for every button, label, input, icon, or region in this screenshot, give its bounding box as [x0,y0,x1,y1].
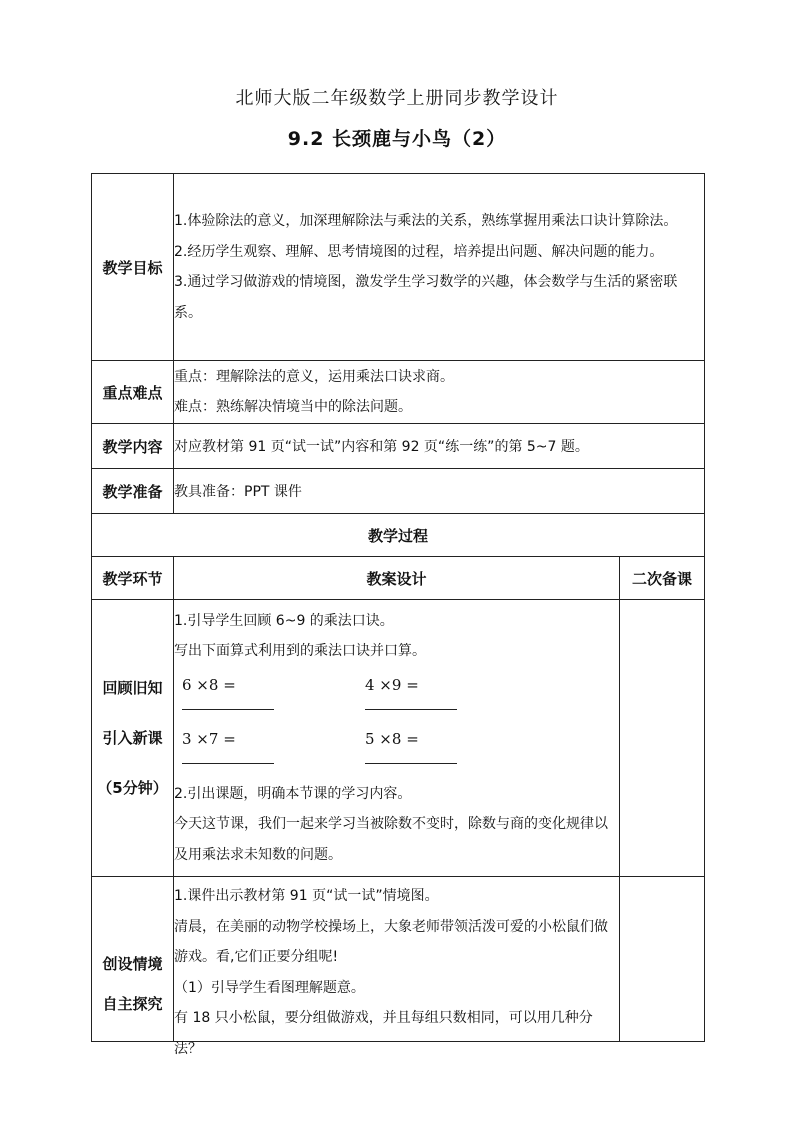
header-stage: 教学环节 [92,557,174,600]
exercise-item [182,723,365,777]
document-series-title: 北师大版二年级数学上册同步教学设计 [235,88,559,109]
stage-explore-label [92,877,174,1042]
stage-review-intro-2: 写出下面算式利用到的乘法口诀并口算。 [174,643,426,660]
key-point-difficulty: 难点：熟练解决情境当中的除法问题。 [174,399,412,415]
teaching-content-text: 对应教材第 91 页“试一试”内容和第 92 页“练一练”的第 5~7 题。 [174,424,705,469]
stage-explore-paragraph-3: （1）引导学生看图理解题意。 [174,979,365,996]
teaching-content-label: 教学内容 [92,424,174,469]
teaching-content-row [92,424,705,469]
process-title-row [92,514,705,557]
stage-review-label [92,600,174,877]
process-title: 教学过程 [92,514,705,557]
answer-blank [182,709,274,710]
stage-explore-notes [620,877,705,1042]
stage-review-label-line-2: 引入新课 [102,729,163,747]
objectives-content [174,174,705,361]
exercise-expression: 4 ×9 = [365,675,419,694]
answer-blank [365,763,457,764]
lesson-plan-table [91,173,705,1057]
exercise-expression: 6 ×8 = [182,675,236,694]
answer-blank [182,763,274,764]
exercise-expression: 3 ×7 = [182,729,236,748]
key-point-focus: 重点：理解除法的意义，运用乘法口诀求商。 [174,368,454,385]
stage-review-row [92,600,705,877]
preparation-row [92,469,705,514]
stage-review-label-line-1: 回顾旧知 [102,679,163,697]
header-notes: 二次备课 [620,557,705,600]
key-points-label: 重点难点 [92,361,174,424]
objective-item-2: 2.经历学生观察、理解、思考情境图的过程，培养提出问题、解决问题的能力。 [174,243,664,260]
stage-review-outro-1: 2.引出课题，明确本节课的学习内容。 [174,785,412,802]
exercise-item [182,669,365,723]
stage-review-label-line-3: （5分钟） [97,779,168,797]
exercise-expression: 5 ×8 = [365,729,419,748]
stage-review-intro-1: 1.引导学生回顾 6~9 的乘法口诀。 [174,612,394,629]
answer-blank [365,709,457,710]
stage-explore-label-line-1: 创设情境 [102,955,163,973]
stage-review-notes [620,600,705,877]
stage-review-design [174,600,620,877]
objective-item-3: 3.通过学习做游戏的情境图，激发学生学习数学的兴趣，体会数学与生活的紧密联系。 [174,274,678,321]
lesson-title: 9.2 长颈鹿与小鸟（2） [287,128,507,150]
multiplication-exercises [182,669,619,777]
stage-review-outro-2: 今天这节课，我们一起来学习当被除数不变时，除数与商的变化规律以及用乘法求未知数的问题。 [174,816,608,863]
stage-explore-label-line-2: 自主探究 [102,995,163,1013]
objectives-row [92,174,705,361]
header-design: 教案设计 [174,557,620,600]
stage-explore-row [92,877,705,1042]
key-points-content [174,361,705,424]
process-header-row [92,557,705,600]
objective-item-1: 1.体验除法的意义，加深理解除法与乘法的关系，熟练掌握用乘法口诀计算除法。 [174,213,678,229]
stage-explore-paragraph-1: 1.课件出示教材第 91 页“试一试”情境图。 [174,888,439,904]
objectives-label: 教学目标 [92,174,174,361]
stage-explore-paragraph-2: 清晨，在美丽的动物学校操场上，大象老师带领活泼可爱的小松鼠们做游戏。看,它们正要分组呢! [174,918,608,965]
preparation-text: 教具准备：PPT 课件 [174,469,705,514]
stage-explore-paragraph-4: 有 18 只小松鼠，要分组做游戏，并且每组只数相同，可以用几种分法？ [174,1010,593,1057]
stage-explore-design [174,877,620,1057]
key-points-row [92,361,705,424]
exercise-item [365,723,548,777]
exercise-item [365,669,548,723]
preparation-label: 教学准备 [92,469,174,514]
